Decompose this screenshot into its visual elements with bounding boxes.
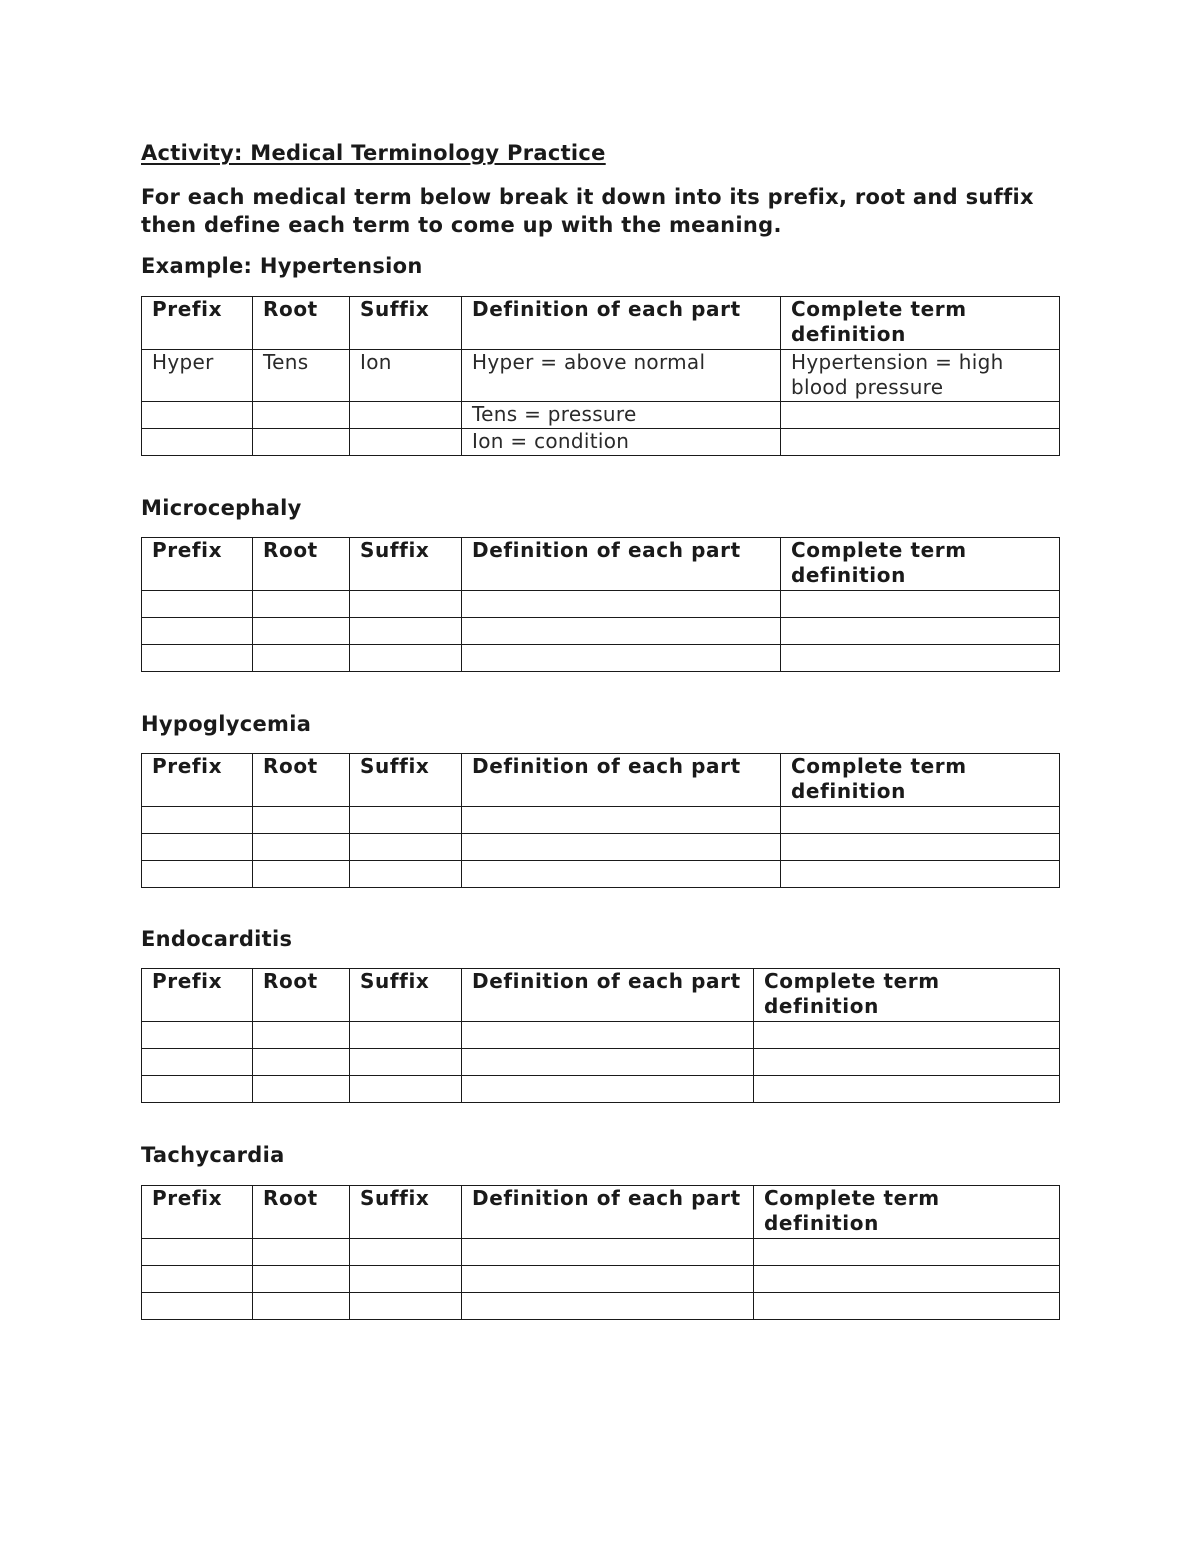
table-cell: Hyper = above normal (462, 350, 781, 402)
term-heading-endocarditis: Endocarditis (141, 927, 293, 951)
example-table (141, 296, 1060, 456)
complete-definition-cell[interactable] (781, 834, 1060, 861)
complete-definition-cell[interactable] (754, 1022, 1060, 1049)
table-header-row (142, 969, 1060, 1022)
prefix-cell[interactable] (142, 834, 253, 861)
suffix-cell[interactable] (350, 1076, 462, 1103)
table-cell[interactable] (253, 429, 350, 456)
prefix-cell[interactable] (142, 591, 253, 618)
table-header-row (142, 538, 1060, 591)
complete-definition-cell[interactable] (754, 1049, 1060, 1076)
suffix-cell[interactable] (350, 1049, 462, 1076)
complete-definition-cell[interactable] (781, 591, 1060, 618)
root-cell[interactable] (253, 1022, 350, 1049)
term-heading-hypoglycemia: Hypoglycemia (141, 712, 312, 736)
suffix-cell[interactable] (350, 1239, 462, 1266)
suffix-cell[interactable] (350, 645, 462, 672)
table-row (142, 350, 1060, 402)
definition-cell[interactable] (462, 1266, 754, 1293)
header-definition-parts: Definition of each part (462, 754, 781, 807)
table-row (142, 834, 1060, 861)
table-cell[interactable] (142, 402, 253, 429)
definition-cell[interactable] (462, 1293, 754, 1320)
suffix-cell[interactable] (350, 834, 462, 861)
instructions: For each medical term below break it down into its prefix, root and suffix then define each term to come up with the meaning. (141, 185, 1034, 237)
root-cell[interactable] (253, 1076, 350, 1103)
root-cell[interactable] (253, 861, 350, 888)
prefix-cell[interactable] (142, 1022, 253, 1049)
table-cell[interactable] (781, 429, 1060, 456)
header-definition-parts: Definition of each part (462, 969, 754, 1022)
term-heading-tachycardia: Tachycardia (141, 1143, 285, 1167)
prefix-cell[interactable] (142, 1239, 253, 1266)
definition-cell[interactable] (462, 1239, 754, 1266)
table-header-row (142, 1186, 1060, 1239)
header-complete-definition: Complete term definition (754, 969, 1060, 1022)
prefix-cell[interactable] (142, 1049, 253, 1076)
definition-cell[interactable] (462, 834, 781, 861)
root-cell[interactable] (253, 807, 350, 834)
header-prefix: Prefix (142, 754, 253, 807)
page-title: Activity: Medical Terminology Practice (141, 141, 606, 165)
header-complete-definition: Complete term definition (781, 538, 1060, 591)
table-row (142, 1049, 1060, 1076)
header-root: Root (253, 1186, 350, 1239)
table-cell: Ion (350, 350, 462, 402)
table-row (142, 402, 1060, 429)
table-row (142, 1266, 1060, 1293)
header-root: Root (253, 538, 350, 591)
prefix-cell[interactable] (142, 807, 253, 834)
table-row (142, 807, 1060, 834)
header-suffix: Suffix (350, 538, 462, 591)
complete-definition-cell[interactable] (781, 618, 1060, 645)
table-row (142, 645, 1060, 672)
suffix-cell[interactable] (350, 861, 462, 888)
header-complete-definition: Complete term definition (781, 297, 1060, 350)
complete-definition-cell[interactable] (754, 1293, 1060, 1320)
root-cell[interactable] (253, 834, 350, 861)
table-cell: Tens = pressure (462, 402, 781, 429)
suffix-cell[interactable] (350, 1022, 462, 1049)
header-suffix: Suffix (350, 1186, 462, 1239)
complete-definition-cell[interactable] (781, 807, 1060, 834)
root-cell[interactable] (253, 591, 350, 618)
root-cell[interactable] (253, 1293, 350, 1320)
complete-definition-cell[interactable] (754, 1076, 1060, 1103)
table-row (142, 618, 1060, 645)
suffix-cell[interactable] (350, 591, 462, 618)
prefix-cell[interactable] (142, 1293, 253, 1320)
table-row (142, 429, 1060, 456)
suffix-cell[interactable] (350, 807, 462, 834)
complete-definition-cell[interactable] (781, 645, 1060, 672)
definition-cell[interactable] (462, 1076, 754, 1103)
root-cell[interactable] (253, 1049, 350, 1076)
prefix-cell[interactable] (142, 1076, 253, 1103)
definition-cell[interactable] (462, 645, 781, 672)
header-suffix: Suffix (350, 969, 462, 1022)
prefix-cell[interactable] (142, 1266, 253, 1293)
root-cell[interactable] (253, 1266, 350, 1293)
suffix-cell[interactable] (350, 1266, 462, 1293)
complete-definition-cell[interactable] (754, 1239, 1060, 1266)
header-root: Root (253, 754, 350, 807)
header-suffix: Suffix (350, 754, 462, 807)
table-row (142, 1022, 1060, 1049)
table-cell[interactable] (142, 429, 253, 456)
header-definition-parts: Definition of each part (462, 1186, 754, 1239)
table-cell: Hyper (142, 350, 253, 402)
definition-cell[interactable] (462, 591, 781, 618)
table-cell: Ion = condition (462, 429, 781, 456)
root-cell[interactable] (253, 618, 350, 645)
header-prefix: Prefix (142, 538, 253, 591)
definition-cell[interactable] (462, 861, 781, 888)
prefix-cell[interactable] (142, 645, 253, 672)
header-complete-definition: Complete term definition (781, 754, 1060, 807)
definition-cell[interactable] (462, 807, 781, 834)
term-heading-microcephaly: Microcephaly (141, 496, 302, 520)
root-cell[interactable] (253, 645, 350, 672)
definition-cell[interactable] (462, 618, 781, 645)
table-row (142, 591, 1060, 618)
term-table-hypoglycemia (141, 753, 1060, 888)
table-row (142, 861, 1060, 888)
header-prefix: Prefix (142, 969, 253, 1022)
complete-definition-cell[interactable] (754, 1266, 1060, 1293)
definition-cell[interactable] (462, 1022, 754, 1049)
suffix-cell[interactable] (350, 618, 462, 645)
header-root: Root (253, 969, 350, 1022)
table-row (142, 1293, 1060, 1320)
header-complete-definition: Complete term definition (754, 1186, 1060, 1239)
term-table-tachycardia (141, 1185, 1060, 1320)
header-prefix: Prefix (142, 297, 253, 350)
table-row (142, 1239, 1060, 1266)
table-cell: Hypertension = high blood pressure (781, 350, 1060, 402)
definition-cell[interactable] (462, 1049, 754, 1076)
suffix-cell[interactable] (350, 1293, 462, 1320)
table-header-row (142, 297, 1060, 350)
table-cell[interactable] (350, 429, 462, 456)
table-cell[interactable] (781, 402, 1060, 429)
header-suffix: Suffix (350, 297, 462, 350)
prefix-cell[interactable] (142, 618, 253, 645)
term-table-microcephaly (141, 537, 1060, 672)
table-row (142, 1076, 1060, 1103)
table-cell[interactable] (350, 402, 462, 429)
prefix-cell[interactable] (142, 861, 253, 888)
table-cell: Tens (253, 350, 350, 402)
table-header-row (142, 754, 1060, 807)
table-cell[interactable] (253, 402, 350, 429)
header-prefix: Prefix (142, 1186, 253, 1239)
root-cell[interactable] (253, 1239, 350, 1266)
complete-definition-cell[interactable] (781, 861, 1060, 888)
header-definition-parts: Definition of each part (462, 538, 781, 591)
header-definition-parts: Definition of each part (462, 297, 781, 350)
header-root: Root (253, 297, 350, 350)
term-table-endocarditis (141, 968, 1060, 1103)
example-heading: Example: Hypertension (141, 254, 423, 278)
